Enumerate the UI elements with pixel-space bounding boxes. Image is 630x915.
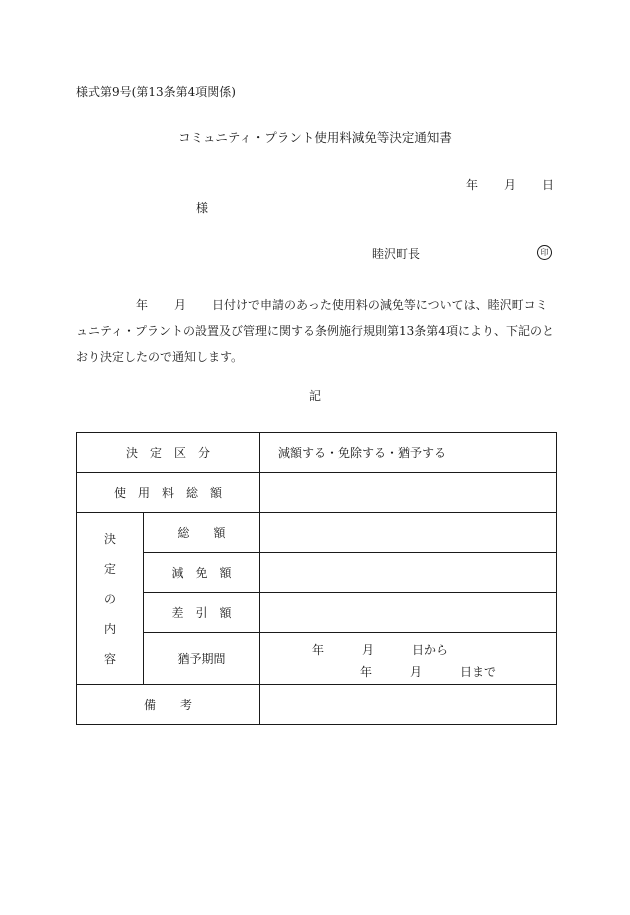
deferral-label: 猶予期間 [144, 633, 260, 685]
row-reduction [77, 553, 557, 593]
deferral-from-day: 日から [412, 643, 449, 657]
date-line [466, 179, 554, 191]
deferral-period [260, 633, 557, 685]
deferral-to-day: 日まで [460, 665, 497, 679]
seal-mark: 印 [537, 245, 552, 260]
deferral-from [312, 641, 448, 658]
content-label-char: の [103, 591, 116, 606]
row-decision [77, 433, 557, 473]
ki-heading: 記 [308, 389, 321, 403]
form-number: 様式第9号(第13条第4項関係) [76, 85, 236, 99]
content-label-char: 容 [103, 651, 116, 666]
content-label-char: 内 [103, 621, 116, 636]
reduction-value[interactable] [260, 553, 557, 593]
body-month: 月 [174, 298, 187, 312]
deferral-from-month: 月 [362, 643, 375, 657]
remarks-label: 備 考 [77, 685, 260, 725]
deferral-from-year: 年 [312, 643, 325, 657]
reduction-label: 減 免 額 [144, 553, 260, 593]
body-text: 日付けで申請のあった使用料の減免等については、睦沢町コミュニティ・プラントの設置及び管理に関する条例施行規則第13条第4項により、下記のとおり決定したので通知します。 [76, 298, 554, 364]
difference-label: 差 引 額 [144, 593, 260, 633]
body-paragraph [76, 292, 556, 370]
deferral-to-month: 月 [410, 665, 423, 679]
content-label [77, 513, 144, 685]
row-difference [77, 593, 557, 633]
decision-value: 減額する・免除する・猶予する [260, 433, 557, 473]
total-fee-label: 使 用 料 総 額 [77, 473, 260, 513]
row-total-fee [77, 473, 557, 513]
deferral-to [360, 663, 496, 680]
document-title: コミュニティ・プラント使用料減免等決定通知書 [178, 130, 452, 145]
row-total [77, 513, 557, 553]
remarks-value[interactable] [260, 685, 557, 725]
deferral-to-year: 年 [360, 665, 373, 679]
difference-value[interactable] [260, 593, 557, 633]
date-year: 年 [466, 178, 479, 192]
issuer-name: 睦沢町長 [372, 247, 421, 261]
row-remarks [77, 685, 557, 725]
detail-table [76, 432, 557, 725]
decision-label: 決 定 区 分 [77, 433, 260, 473]
total-fee-value[interactable] [260, 473, 557, 513]
addressee-suffix: 様 [196, 201, 209, 215]
date-day: 日 [542, 178, 555, 192]
content-label-char: 決 [103, 531, 116, 546]
body-year: 年 [136, 298, 149, 312]
date-month: 月 [504, 178, 517, 192]
row-deferral [77, 633, 557, 685]
total-label: 総 額 [144, 513, 260, 553]
content-label-char: 定 [103, 561, 116, 576]
total-value[interactable] [260, 513, 557, 553]
